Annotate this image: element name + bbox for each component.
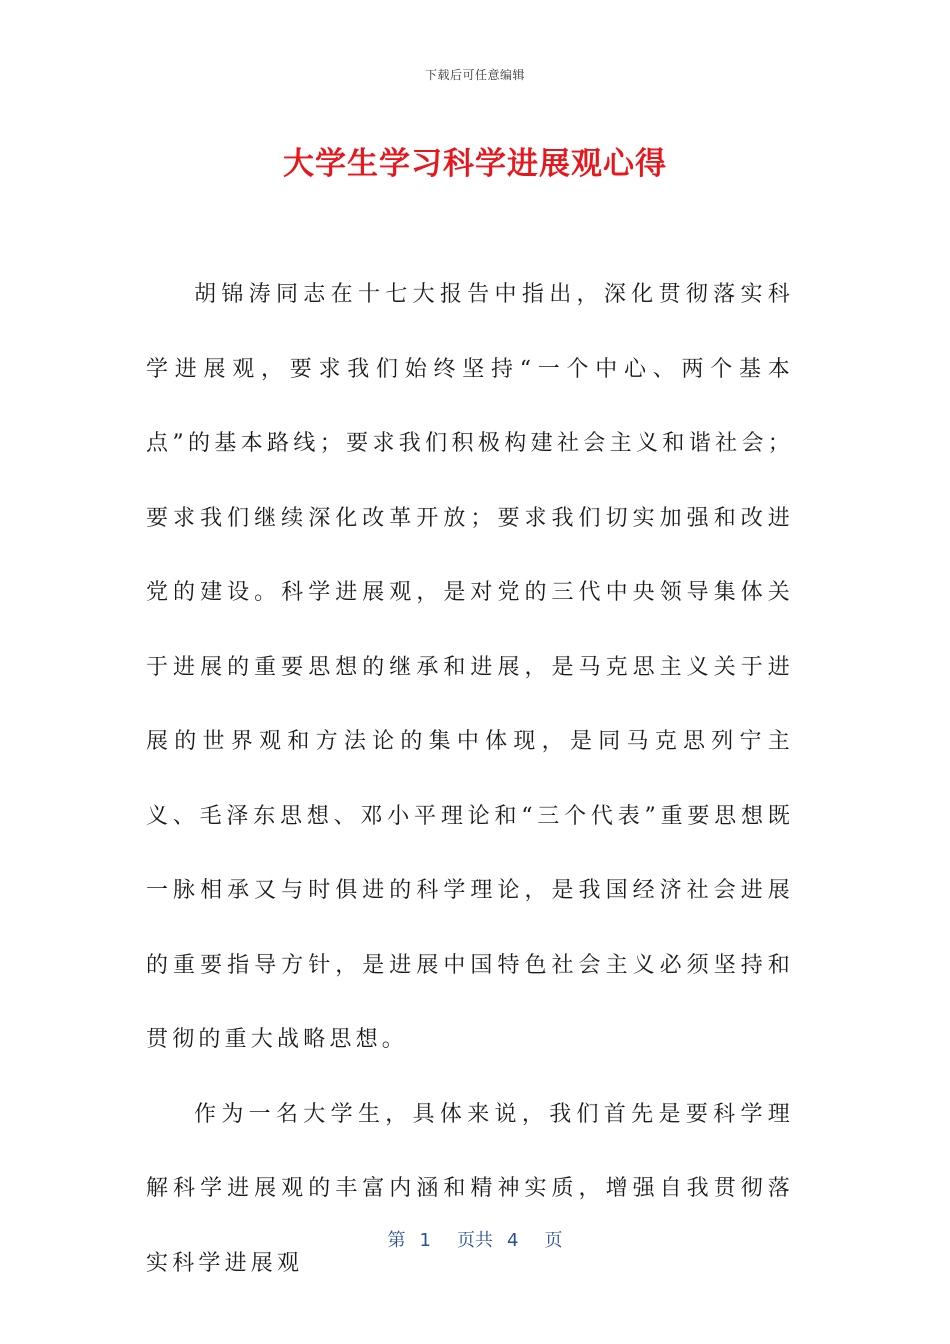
document-body <box>146 258 794 1301</box>
header-note: 下载后可任意编辑 <box>424 68 525 82</box>
paragraph-2: 作为一名大学生，具体来说，我们首先是要科学理解科学进展观的丰富内涵和精神实质，增强自我贯彻落实科学进展观 <box>146 1101 794 1276</box>
document-title: 大学生学习科学进展观心得 <box>283 146 667 182</box>
page-footer <box>0 1226 950 1252</box>
total-pages-number: 4 <box>507 1230 519 1251</box>
current-page-number: 1 <box>419 1230 431 1251</box>
page-label-middle: 页共 <box>457 1230 493 1251</box>
page-label-prefix: 第 <box>387 1230 406 1251</box>
page-label-suffix: 页 <box>544 1230 563 1251</box>
paragraph-1: 胡锦涛同志在十七大报告中指出，深化贯彻落实科学进展观，要求我们始终坚持“一个中心、两个基本点”的基本路线；要求我们积极构建社会主义和谐社会；要求我们继续深化改革开放；要求我们切实加强和改进党的建设。科学进展观，是对党的三代中央领导集体关于进展的重要思想的继承和进展，是马克思主义关于进展的世界观和方法论的集中体现，是同马克思列宁主义、毛泽东思想、邓小平理论和“三个代表”重要思想既一脉相承又与时俱进的科学理论，是我国经济社会进展的重要指导方针，是进展中国特色社会主义必须坚持和贯彻的重大战略思想。 <box>146 282 794 1052</box>
